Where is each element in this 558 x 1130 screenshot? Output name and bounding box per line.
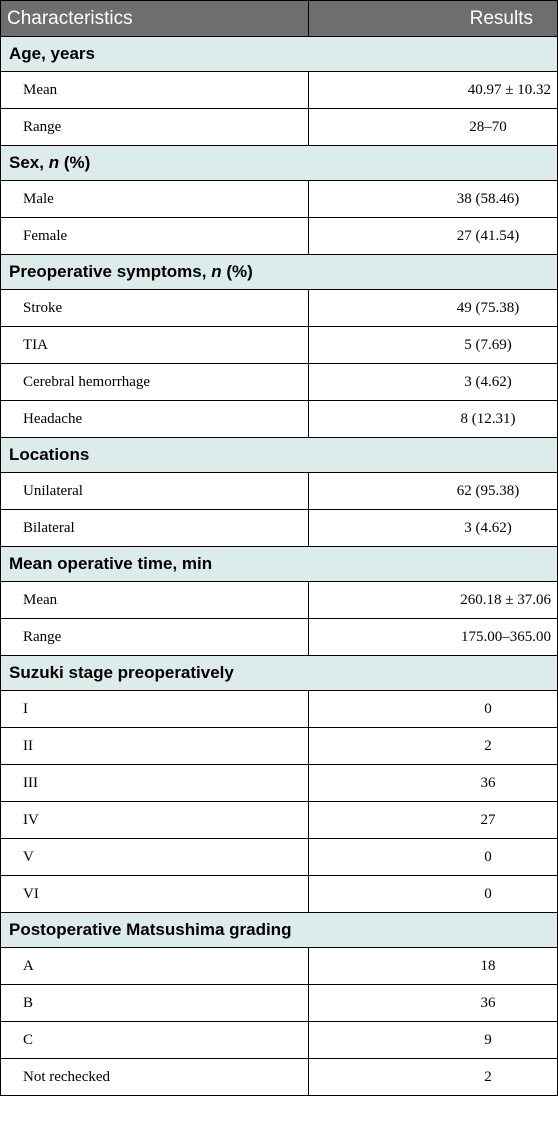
row-value: 9 [309, 1022, 558, 1059]
row-value: 36 [309, 985, 558, 1022]
section-title [1, 913, 558, 948]
table-row [1, 1022, 558, 1059]
table-row [1, 72, 558, 109]
row-label: Range [1, 619, 309, 656]
row-label: Stroke [1, 290, 309, 327]
header-results: Results [309, 1, 558, 37]
row-value: 5 (7.69) [309, 327, 558, 364]
row-value: 28–70 [309, 109, 558, 146]
table-row [1, 364, 558, 401]
row-label: Range [1, 109, 309, 146]
table-row [1, 181, 558, 218]
row-value: 8 (12.31) [309, 401, 558, 438]
row-value: 40.97 ± 10.32 [309, 72, 558, 109]
section-title-text: Sex, [9, 153, 49, 172]
row-value: 27 (41.54) [309, 218, 558, 255]
section-header-row [1, 656, 558, 691]
row-value: 0 [309, 691, 558, 728]
row-label: IV [1, 802, 309, 839]
row-label: Cerebral hemorrhage [1, 364, 309, 401]
row-label: Unilateral [1, 473, 309, 510]
row-label: Male [1, 181, 309, 218]
row-label: Female [1, 218, 309, 255]
section-title-suffix: (%) [221, 262, 253, 281]
table-row [1, 728, 558, 765]
row-label: Mean [1, 72, 309, 109]
table-body [1, 1, 558, 1096]
header-characteristics: Characteristics [1, 1, 309, 37]
row-label: I [1, 691, 309, 728]
section-title [1, 438, 558, 473]
row-label: Bilateral [1, 510, 309, 547]
section-title [1, 656, 558, 691]
table-row [1, 290, 558, 327]
row-label: C [1, 1022, 309, 1059]
row-value: 27 [309, 802, 558, 839]
table-row [1, 691, 558, 728]
row-value: 36 [309, 765, 558, 802]
table-header-row [1, 1, 558, 37]
table-row [1, 109, 558, 146]
section-title-suffix: (%) [59, 153, 91, 172]
table-row [1, 1059, 558, 1096]
table-row [1, 473, 558, 510]
row-value: 175.00–365.00 [309, 619, 558, 656]
section-title [1, 547, 558, 582]
table-row [1, 218, 558, 255]
section-title [1, 37, 558, 72]
row-label: B [1, 985, 309, 1022]
section-title-text: Preoperative symptoms, [9, 262, 212, 281]
table-row [1, 948, 558, 985]
row-label: A [1, 948, 309, 985]
section-header-row [1, 438, 558, 473]
row-label: Not rechecked [1, 1059, 309, 1096]
row-label: II [1, 728, 309, 765]
row-value: 260.18 ± 37.06 [309, 582, 558, 619]
section-title-italic: n [48, 153, 60, 172]
section-header-row [1, 146, 558, 181]
row-label: Headache [1, 401, 309, 438]
row-label: III [1, 765, 309, 802]
table-row [1, 619, 558, 656]
row-value: 2 [309, 1059, 558, 1096]
row-label: V [1, 839, 309, 876]
row-value: 38 (58.46) [309, 181, 558, 218]
row-label: VI [1, 876, 309, 913]
row-value: 2 [309, 728, 558, 765]
section-header-row [1, 913, 558, 948]
row-value: 49 (75.38) [309, 290, 558, 327]
table-row [1, 839, 558, 876]
row-value: 62 (95.38) [309, 473, 558, 510]
table-row [1, 582, 558, 619]
row-value: 0 [309, 839, 558, 876]
table-row [1, 802, 558, 839]
table-row [1, 876, 558, 913]
table-row [1, 510, 558, 547]
section-title [1, 255, 558, 290]
row-label: TIA [1, 327, 309, 364]
section-header-row [1, 255, 558, 290]
section-title-italic: n [211, 262, 222, 281]
section-title-text: Age, years [9, 44, 95, 63]
section-title [1, 146, 558, 181]
table-row [1, 401, 558, 438]
section-title-text: Locations [9, 445, 90, 464]
section-header-row [1, 547, 558, 582]
row-value: 3 (4.62) [309, 364, 558, 401]
row-value: 3 (4.62) [309, 510, 558, 547]
section-header-row [1, 37, 558, 72]
table-row [1, 985, 558, 1022]
row-label: Mean [1, 582, 309, 619]
table-row [1, 765, 558, 802]
section-title-text: Postoperative Matsushima grading [9, 920, 292, 939]
row-value: 18 [309, 948, 558, 985]
section-title-text: Mean operative time, min [9, 554, 213, 573]
row-value: 0 [309, 876, 558, 913]
section-title-text: Suzuki stage preoperatively [9, 663, 234, 682]
table-row [1, 327, 558, 364]
